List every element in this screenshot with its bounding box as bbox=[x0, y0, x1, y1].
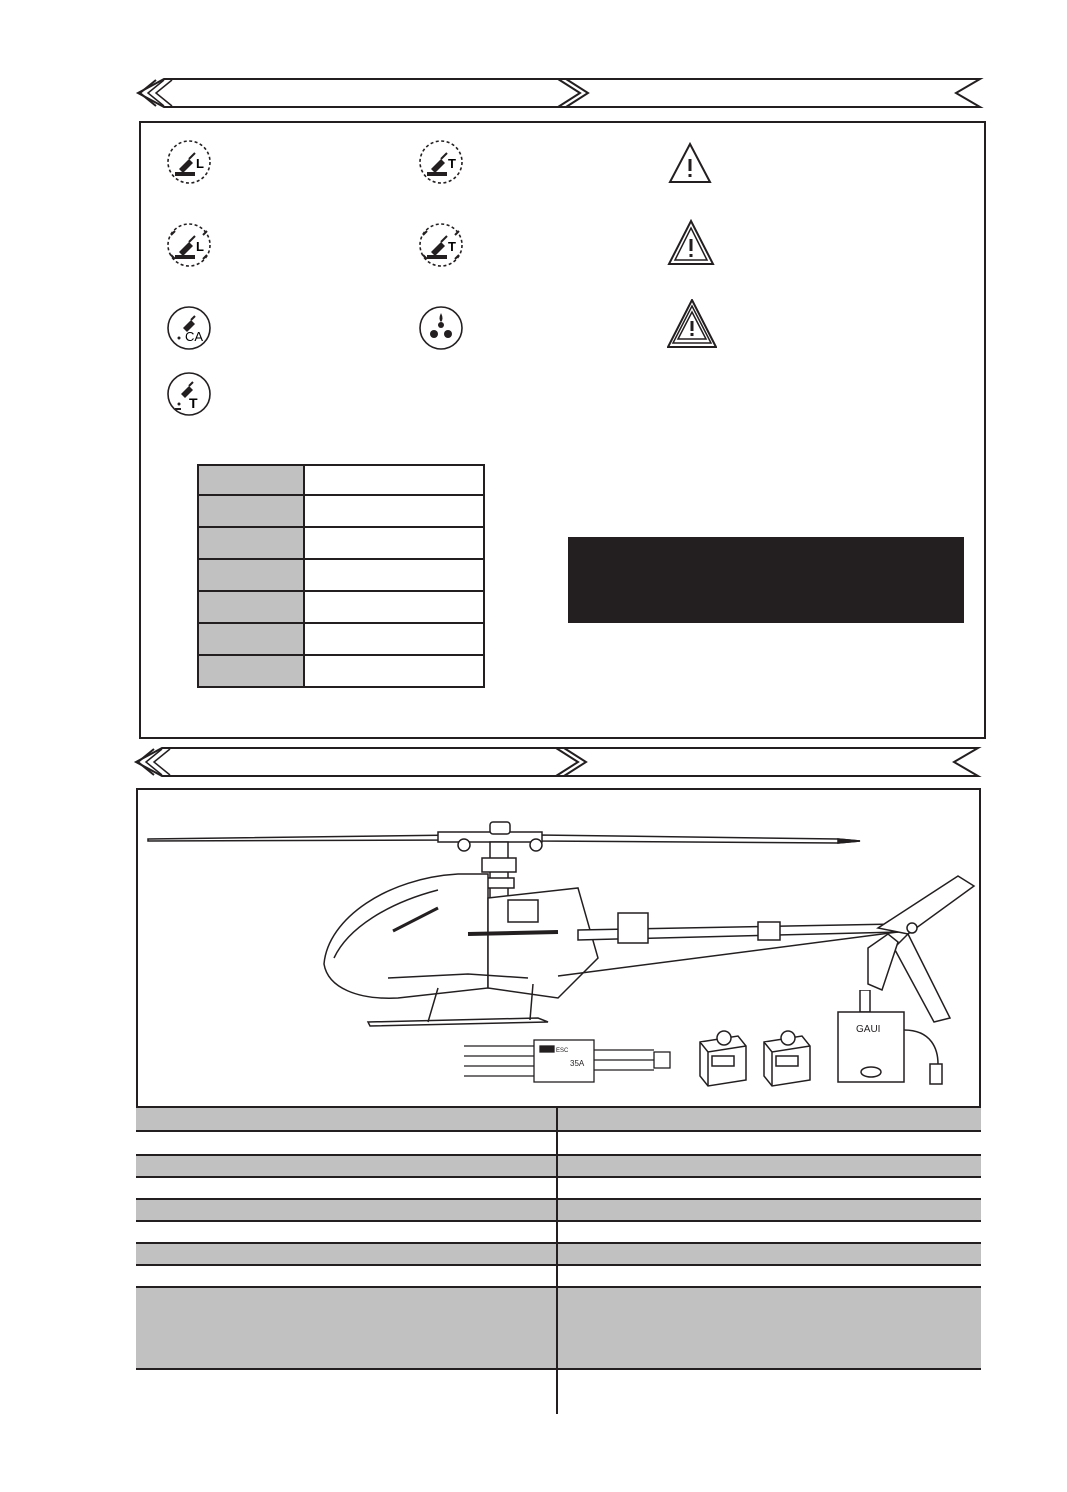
spec-cell-left bbox=[136, 1108, 558, 1130]
abbrev-key bbox=[199, 592, 305, 622]
spec-cell-right bbox=[558, 1244, 981, 1264]
svg-text:CA: CA bbox=[185, 329, 204, 344]
svg-text:L: L bbox=[196, 156, 204, 171]
svg-text:T: T bbox=[448, 156, 456, 171]
loctite-remove-icon bbox=[165, 138, 213, 186]
abbrev-key bbox=[199, 656, 305, 686]
svg-text:35A: 35A bbox=[570, 1059, 585, 1068]
notice-box-text bbox=[568, 537, 964, 561]
warning-medium-icon bbox=[667, 219, 715, 267]
ca-glue-icon bbox=[165, 304, 213, 352]
spec-cell-left bbox=[136, 1132, 558, 1154]
loctite-apply-icon bbox=[165, 221, 213, 269]
abbrev-key bbox=[199, 496, 305, 526]
spec-cell-right bbox=[558, 1156, 981, 1176]
section1-banner bbox=[134, 76, 984, 110]
abbreviation-table bbox=[197, 464, 485, 688]
symbols-legend-panel bbox=[139, 121, 986, 739]
gyro-illustration bbox=[832, 990, 948, 1090]
spec-cell-right bbox=[558, 1178, 981, 1198]
spec-cell-right bbox=[558, 1132, 981, 1154]
abbrev-key bbox=[199, 624, 305, 654]
spec-cell-left bbox=[136, 1370, 558, 1414]
svg-text:ESC: ESC bbox=[556, 1048, 569, 1054]
abbrev-value bbox=[305, 656, 483, 686]
section2-banner bbox=[132, 745, 982, 779]
spec-cell-left bbox=[136, 1222, 558, 1242]
threadlock-apply-icon bbox=[417, 221, 465, 269]
abbrev-key bbox=[199, 528, 305, 558]
abbrev-value bbox=[305, 624, 483, 654]
spec-cell-left bbox=[136, 1200, 558, 1220]
spec-cell-right bbox=[558, 1222, 981, 1242]
notice-box bbox=[568, 537, 964, 623]
spec-cell-left bbox=[136, 1288, 558, 1368]
warning-large-icon bbox=[667, 299, 717, 349]
thread-lock-icon bbox=[165, 370, 213, 418]
spec-cell-right bbox=[558, 1266, 981, 1286]
threadlock-remove-icon bbox=[417, 138, 465, 186]
abbrev-value bbox=[305, 528, 483, 558]
abbrev-key bbox=[199, 560, 305, 590]
spec-cell-left bbox=[136, 1244, 558, 1264]
warning-small-icon bbox=[667, 141, 713, 185]
spec-cell-left bbox=[136, 1156, 558, 1176]
svg-text:T: T bbox=[448, 239, 456, 254]
motor-brand-text: GAUI bbox=[856, 1024, 881, 1035]
spec-cell-left bbox=[136, 1178, 558, 1198]
spec-cell-right bbox=[558, 1370, 981, 1414]
spec-cell-right bbox=[558, 1200, 981, 1220]
servo-illustration bbox=[758, 1026, 816, 1088]
abbrev-value bbox=[305, 496, 483, 526]
grease-icon bbox=[417, 304, 465, 352]
spec-cell-left bbox=[136, 1266, 558, 1286]
abbrev-key bbox=[199, 466, 305, 494]
servo-illustration bbox=[694, 1026, 752, 1088]
spec-cell-right bbox=[558, 1288, 981, 1368]
svg-text:T: T bbox=[189, 395, 198, 411]
spec-cell-right bbox=[558, 1108, 981, 1130]
abbrev-value bbox=[305, 560, 483, 590]
spec-table bbox=[136, 1106, 981, 1414]
spec-panel bbox=[136, 788, 981, 1406]
esc-illustration bbox=[464, 1038, 674, 1084]
abbrev-value bbox=[305, 592, 483, 622]
abbrev-value bbox=[305, 466, 483, 494]
svg-text:L: L bbox=[196, 239, 204, 254]
